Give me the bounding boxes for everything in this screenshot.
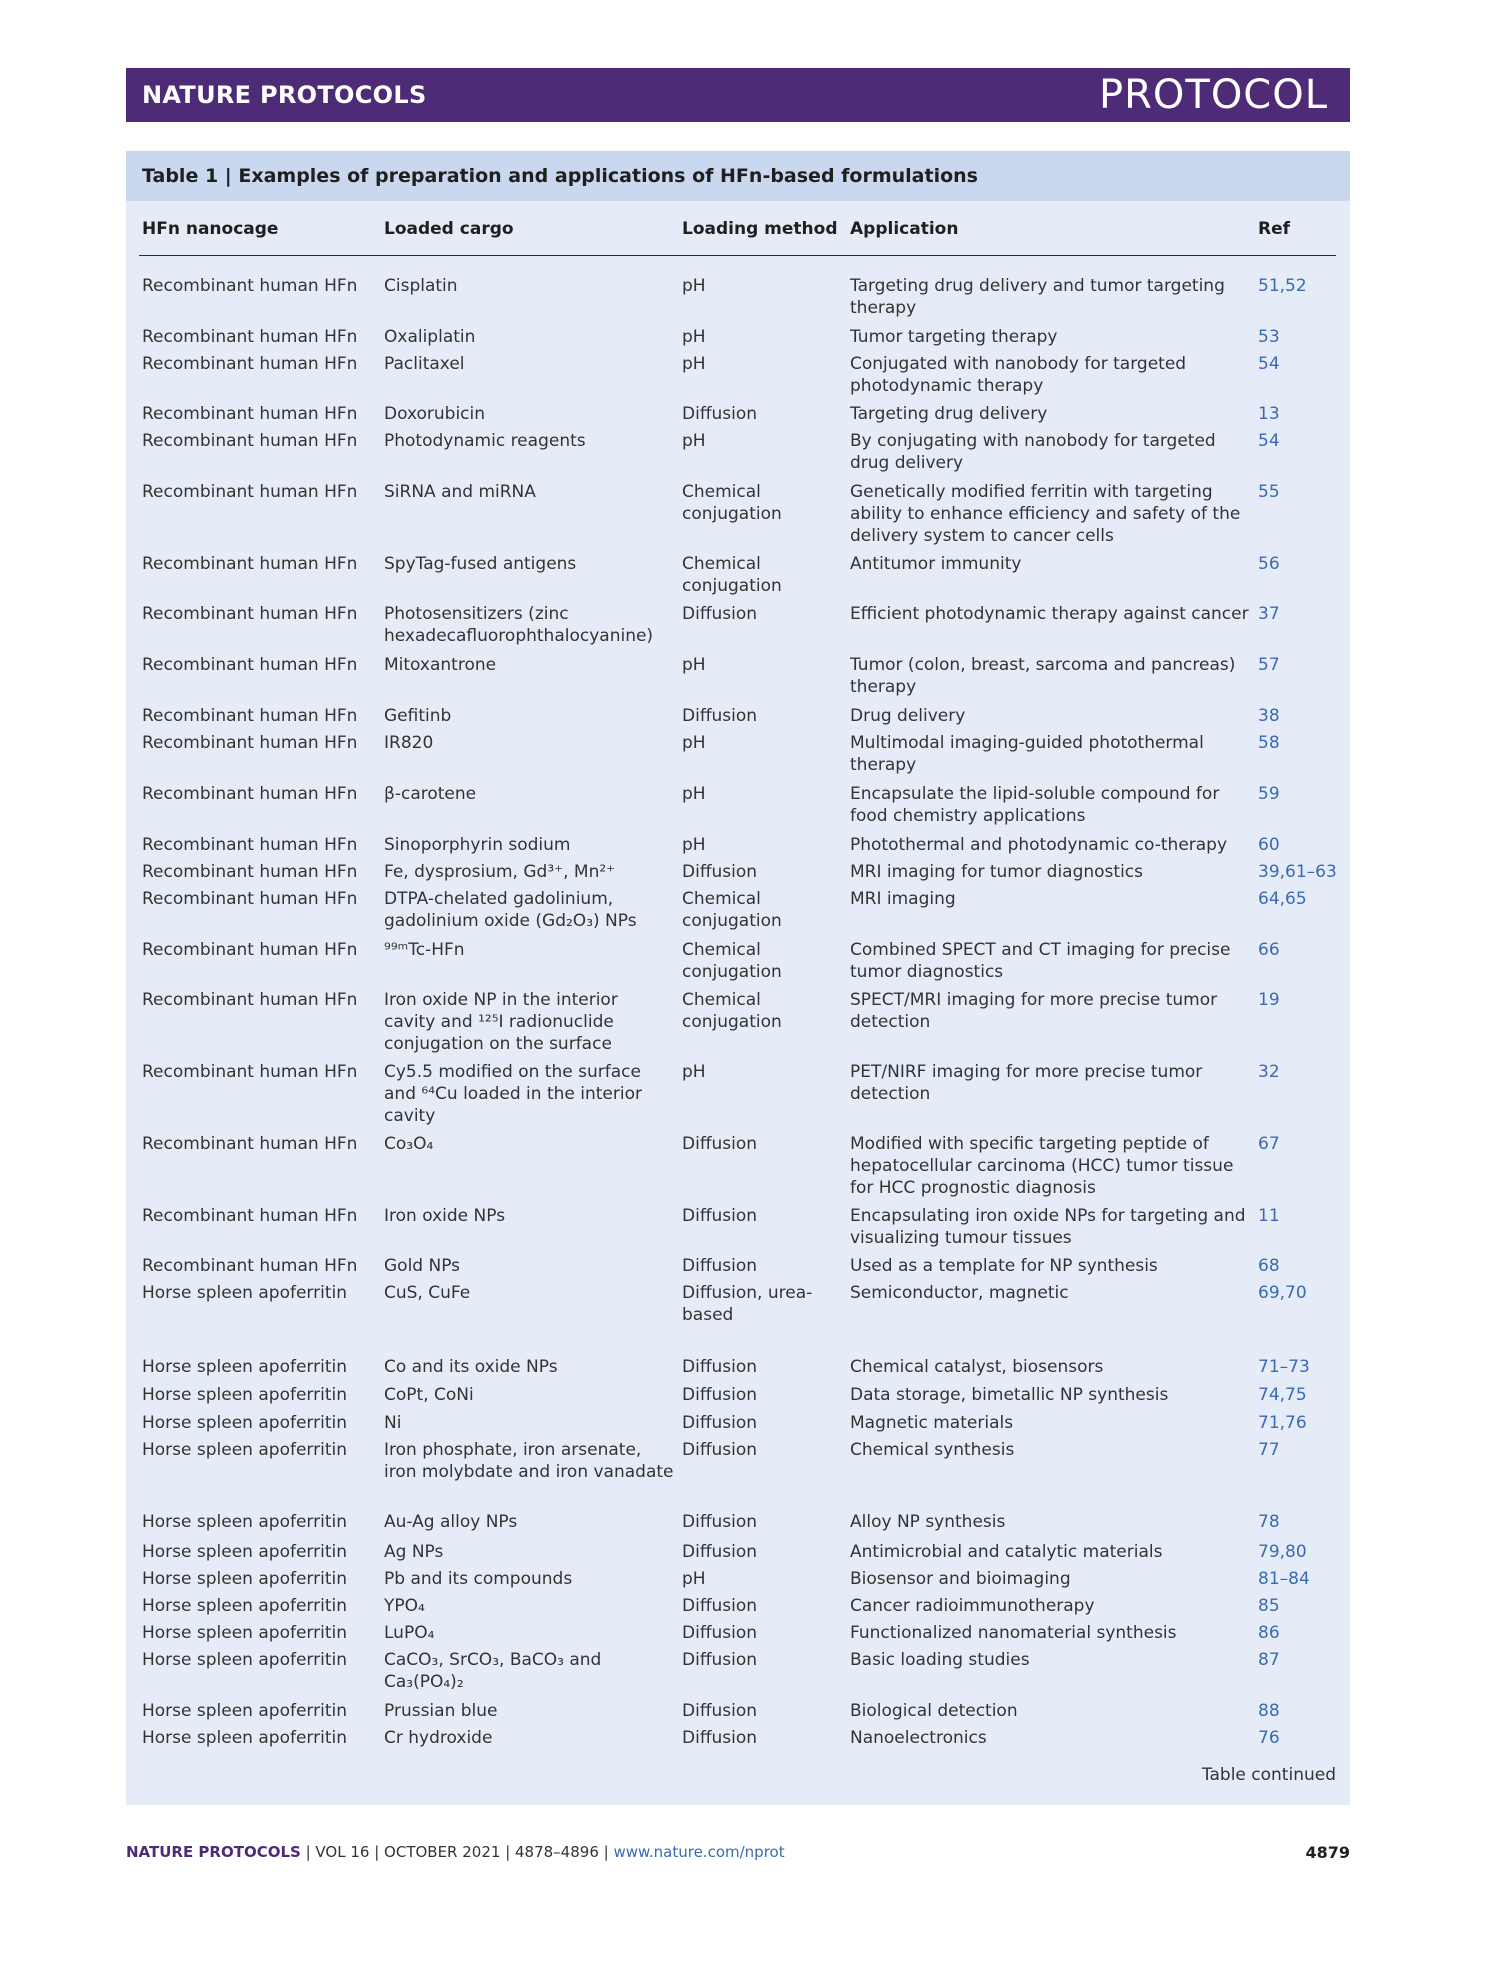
cell-nanocage: Horse spleen apoferritin [142,1623,347,1643]
cell-nanocage: Recombinant human HFn [142,327,358,347]
cell-cargo: Co and its oxide NPs [384,1357,558,1377]
cell-application: Basic loading studies [850,1650,1030,1670]
cell-application: Modified with specific targeting peptide of hepatocellular carcinoma (HCC) tumor tissue for HCC prognostic diagnosis [850,1134,1234,1198]
cell-nanocage: Recombinant human HFn [142,835,358,855]
cell-cargo: Mitoxantrone [384,655,497,675]
cell-method: pH [682,354,706,374]
cell-cargo: Iron oxide NPs [384,1206,506,1226]
cell-method: pH [682,431,706,451]
cell-ref[interactable]: 11 [1258,1206,1280,1226]
column-header-cargo: Loaded cargo [384,219,514,239]
cell-cargo: Sinoporphyrin sodium [384,835,571,855]
column-header-application: Application [850,219,959,239]
cell-ref[interactable]: 54 [1258,431,1280,451]
footer-journal: NATURE PROTOCOLS [126,1843,301,1861]
cell-application: SPECT/MRI imaging for more precise tumor detection [850,990,1218,1032]
cell-application: Encapsulate the lipid-soluble compound for food chemistry applications [850,784,1220,826]
cell-application: Chemical catalyst, biosensors [850,1357,1104,1377]
cell-ref[interactable]: 81–84 [1258,1569,1310,1589]
cell-nanocage: Horse spleen apoferritin [142,1701,347,1721]
cell-method: Chemical conjugation [682,940,782,982]
cell-ref[interactable]: 86 [1258,1623,1280,1643]
cell-cargo: LuPO₄ [384,1623,435,1643]
cell-method: Diffusion [682,1256,758,1276]
table-caption: Table 1 | Examples of preparation and applications of HFn-based formulations [142,165,978,187]
cell-nanocage: Horse spleen apoferritin [142,1650,347,1670]
cell-application: Tumor (colon, breast, sarcoma and pancreas) therapy [850,655,1236,697]
cell-method: Diffusion [682,1650,758,1670]
cell-application: PET/NIRF imaging for more precise tumor detection [850,1062,1203,1104]
cell-nanocage: Recombinant human HFn [142,990,358,1010]
cell-method: Diffusion [682,862,758,882]
cell-application: Biosensor and bioimaging [850,1569,1071,1589]
cell-ref[interactable]: 60 [1258,835,1280,855]
cell-ref[interactable]: 79,80 [1258,1542,1307,1562]
cell-method: Diffusion [682,1542,758,1562]
cell-ref[interactable]: 74,75 [1258,1385,1307,1405]
cell-cargo: Gefitinb [384,706,452,726]
cell-application: Chemical synthesis [850,1440,1015,1460]
cell-nanocage: Recombinant human HFn [142,706,358,726]
cell-application: Conjugated with nanobody for targeted photodynamic therapy [850,354,1187,396]
cell-nanocage: Recombinant human HFn [142,554,358,574]
cell-ref[interactable]: 87 [1258,1650,1280,1670]
cell-application: Cancer radioimmunotherapy [850,1596,1095,1616]
cell-method: Diffusion [682,1440,758,1460]
cell-nanocage: Recombinant human HFn [142,482,358,502]
cell-ref[interactable]: 55 [1258,482,1280,502]
cell-ref[interactable]: 64,65 [1258,889,1307,909]
cell-cargo: CuS, CuFe [384,1283,471,1303]
cell-ref[interactable]: 53 [1258,327,1280,347]
cell-method: Diffusion [682,1413,758,1433]
cell-application: By conjugating with nanobody for targeted drug delivery [850,431,1216,473]
cell-nanocage: Horse spleen apoferritin [142,1542,347,1562]
cell-method: pH [682,1569,706,1589]
cell-nanocage: Recombinant human HFn [142,1206,358,1226]
journal-name: NATURE PROTOCOLS [142,81,427,109]
cell-application: Efficient photodynamic therapy against cancer [850,604,1249,624]
cell-method: Diffusion [682,604,758,624]
cell-ref[interactable]: 67 [1258,1134,1280,1154]
cell-ref[interactable]: 71,76 [1258,1413,1307,1433]
cell-nanocage: Horse spleen apoferritin [142,1596,347,1616]
cell-nanocage: Horse spleen apoferritin [142,1728,347,1748]
cell-method: Diffusion [682,1701,758,1721]
cell-cargo: Photodynamic reagents [384,431,586,451]
cell-nanocage: Horse spleen apoferritin [142,1283,347,1303]
cell-cargo: Ni [384,1413,402,1433]
cell-application: Nanoelectronics [850,1728,987,1748]
cell-application: Tumor targeting therapy [850,327,1058,347]
cell-cargo: Cisplatin [384,276,458,296]
cell-application: Biological detection [850,1701,1018,1721]
cell-method: pH [682,835,706,855]
cell-nanocage: Recombinant human HFn [142,431,358,451]
cell-nanocage: Recombinant human HFn [142,1256,358,1276]
table-header-row [126,219,1350,249]
cell-cargo: CaCO₃, SrCO₃, BaCO₃ and Ca₃(PO₄)₂ [384,1650,602,1692]
column-header-ref: Ref [1258,219,1291,239]
cell-nanocage: Recombinant human HFn [142,354,358,374]
cell-cargo: Ag NPs [384,1542,444,1562]
cell-application: Genetically modified ferritin with targeting ability to enhance efficiency and safety of the delivery system to cancer cells [850,482,1241,546]
cell-cargo: YPO₄ [384,1596,425,1616]
cell-method: Diffusion [682,1357,758,1377]
cell-cargo: Paclitaxel [384,354,465,374]
cell-method: Chemical conjugation [682,554,782,596]
cell-ref[interactable]: 59 [1258,784,1280,804]
cell-nanocage: Recombinant human HFn [142,1134,358,1154]
cell-cargo: SpyTag-fused antigens [384,554,577,574]
cell-ref[interactable]: 51,52 [1258,276,1307,296]
cell-cargo: Doxorubicin [384,404,486,424]
table-panel [126,151,1350,1805]
cell-nanocage: Recombinant human HFn [142,733,358,753]
cell-ref[interactable]: 56 [1258,554,1280,574]
cell-cargo: Au-Ag alloy NPs [384,1512,518,1532]
cell-cargo: IR820 [384,733,434,753]
footer-issue: | VOL 16 | OCTOBER 2021 | 4878–4896 | [300,1843,614,1861]
cell-ref[interactable]: 88 [1258,1701,1280,1721]
cell-ref[interactable]: 38 [1258,706,1280,726]
cell-method: pH [682,784,706,804]
cell-application: Antitumor immunity [850,554,1022,574]
cell-cargo: ⁹⁹ᵐTc-HFn [384,940,465,960]
cell-ref[interactable]: 39,61–63 [1258,862,1337,882]
cell-nanocage: Horse spleen apoferritin [142,1357,347,1377]
cell-nanocage: Horse spleen apoferritin [142,1413,347,1433]
cell-application: Drug delivery [850,706,966,726]
cell-application: MRI imaging for tumor diagnostics [850,862,1144,882]
cell-application: Data storage, bimetallic NP synthesis [850,1385,1169,1405]
cell-method: Diffusion [682,404,758,424]
cell-cargo: Prussian blue [384,1701,498,1721]
cell-ref[interactable]: 19 [1258,990,1280,1010]
cell-application: Antimicrobial and catalytic materials [850,1542,1163,1562]
cell-nanocage: Recombinant human HFn [142,1062,358,1082]
cell-method: pH [682,327,706,347]
cell-cargo: CoPt, CoNi [384,1385,474,1405]
cell-ref[interactable]: 77 [1258,1440,1280,1460]
cell-application: Targeting drug delivery and tumor targeting therapy [850,276,1225,318]
cell-application: Encapsulating iron oxide NPs for targeting and visualizing tumour tissues [850,1206,1246,1248]
cell-nanocage: Recombinant human HFn [142,784,358,804]
cell-nanocage: Recombinant human HFn [142,404,358,424]
cell-application: Photothermal and photodynamic co-therapy [850,835,1228,855]
cell-method: Diffusion [682,1134,758,1154]
cell-ref[interactable]: 13 [1258,404,1280,424]
cell-nanocage: Recombinant human HFn [142,889,358,909]
cell-ref[interactable]: 32 [1258,1062,1280,1082]
cell-ref[interactable]: 57 [1258,655,1280,675]
cell-ref[interactable]: 66 [1258,940,1280,960]
cell-method: Diffusion [682,1623,758,1643]
cell-method: Diffusion [682,1512,758,1532]
cell-ref[interactable]: 54 [1258,354,1280,374]
cell-application: Alloy NP synthesis [850,1512,1006,1532]
header-rule [139,255,1336,256]
cell-method: Diffusion [682,1385,758,1405]
table-continued-note: Table continued [1201,1765,1336,1785]
cell-method: Diffusion [682,1206,758,1226]
cell-ref[interactable]: 58 [1258,733,1280,753]
cell-nanocage: Recombinant human HFn [142,276,358,296]
cell-cargo: Oxaliplatin [384,327,476,347]
cell-application: Used as a template for NP synthesis [850,1256,1158,1276]
cell-ref[interactable]: 37 [1258,604,1280,624]
cell-ref[interactable]: 71–73 [1258,1357,1310,1377]
cell-method: Chemical conjugation [682,889,782,931]
cell-application: MRI imaging [850,889,956,909]
cell-nanocage: Recombinant human HFn [142,862,358,882]
cell-application: Targeting drug delivery [850,404,1048,424]
column-header-nanocage: HFn nanocage [142,219,279,239]
cell-application: Combined SPECT and CT imaging for precise tumor diagnostics [850,940,1231,982]
table-caption-band [126,151,1350,201]
cell-application: Functionalized nanomaterial synthesis [850,1623,1177,1643]
cell-ref[interactable]: 85 [1258,1596,1280,1616]
page-number: 4879 [1305,1843,1350,1862]
cell-method: Chemical conjugation [682,990,782,1032]
cell-method: pH [682,733,706,753]
cell-cargo: Gold NPs [384,1256,461,1276]
cell-application: Semiconductor, magnetic [850,1283,1069,1303]
cell-ref[interactable]: 78 [1258,1512,1280,1532]
cell-method: pH [682,655,706,675]
cell-nanocage: Recombinant human HFn [142,940,358,960]
cell-cargo: Photosensitizers (zinc hexadecafluorophthalocyanine) [384,604,654,646]
cell-nanocage: Recombinant human HFn [142,655,358,675]
cell-application: Multimodal imaging-guided photothermal therapy [850,733,1204,775]
cell-method: Diffusion [682,1596,758,1616]
cell-cargo: SiRNA and miRNA [384,482,536,502]
cell-cargo: Co₃O₄ [384,1134,434,1154]
article-type-label: PROTOCOL [1098,72,1328,118]
cell-cargo: β-carotene [384,784,477,804]
cell-nanocage: Recombinant human HFn [142,604,358,624]
page-footer [126,1843,1350,1867]
column-header-method: Loading method [682,219,838,239]
cell-cargo: Pb and its compounds [384,1569,573,1589]
cell-cargo: DTPA-chelated gadolinium, gadolinium oxide (Gd₂O₃) NPs [384,889,637,931]
cell-application: Magnetic materials [850,1413,1014,1433]
cell-cargo: Cr hydroxide [384,1728,493,1748]
cell-method: Diffusion [682,706,758,726]
cell-cargo: Fe, dysprosium, Gd³⁺, Mn²⁺ [384,862,616,882]
cell-method: pH [682,1062,706,1082]
cell-ref[interactable]: 76 [1258,1728,1280,1748]
cell-cargo: Cy5.5 modified on the surface and ⁶⁴Cu loaded in the interior cavity [384,1062,642,1126]
cell-method: pH [682,276,706,296]
journal-header-bar [126,68,1350,122]
cell-method: Diffusion, urea-based [682,1283,813,1325]
cell-nanocage: Horse spleen apoferritin [142,1440,347,1460]
cell-ref[interactable]: 69,70 [1258,1283,1307,1303]
cell-nanocage: Horse spleen apoferritin [142,1569,347,1589]
cell-ref[interactable]: 68 [1258,1256,1280,1276]
footer-url-link[interactable]: www.nature.com/nprot [613,1843,785,1861]
cell-cargo: Iron oxide NP in the interior cavity and ¹²⁵I radionuclide conjugation on the surface [384,990,618,1054]
cell-method: Diffusion [682,1728,758,1748]
cell-cargo: Iron phosphate, iron arsenate, iron molybdate and iron vanadate [384,1440,674,1482]
cell-nanocage: Horse spleen apoferritin [142,1385,347,1405]
cell-method: Chemical conjugation [682,482,782,524]
cell-nanocage: Horse spleen apoferritin [142,1512,347,1532]
